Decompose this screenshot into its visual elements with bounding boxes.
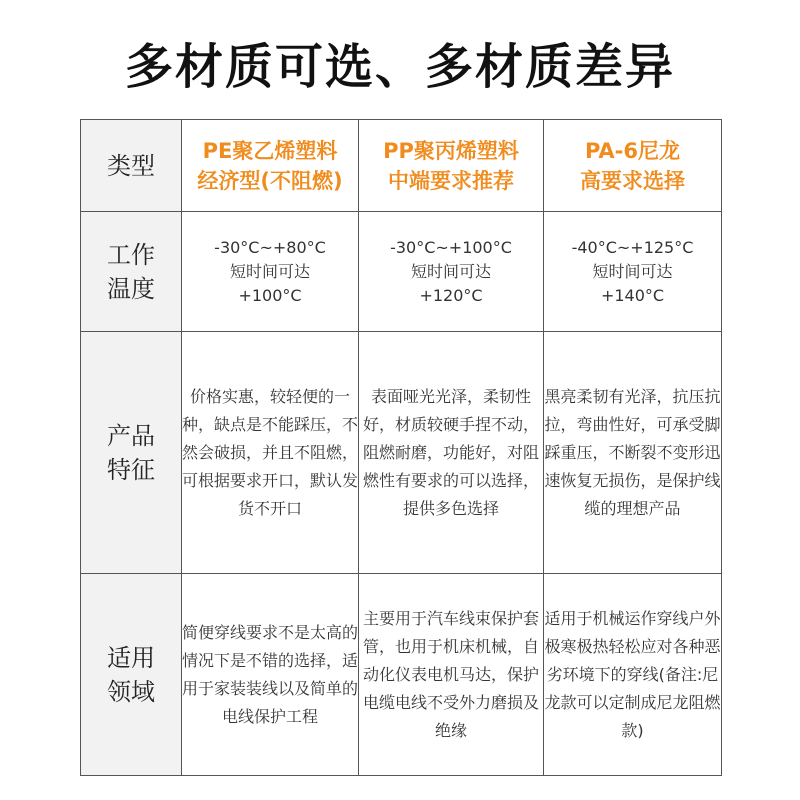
temperature-range: -40°C~+125°C [571, 237, 694, 257]
column-header-pp-tier: 中端要求推荐 [388, 168, 514, 193]
applications-cell-pe: 简便穿线要求不是太高的情况下是不错的选择，适用于家装装线以及简单的电线保护工程 [182, 574, 359, 776]
temperature-row [81, 212, 722, 332]
column-header-pp [359, 120, 544, 212]
material-comparison-table [80, 119, 722, 776]
features-row [81, 332, 722, 574]
row-header-temperature-line1: 工作 [107, 240, 155, 269]
table-header-row [81, 120, 722, 212]
temperature-range: -30°C~+100°C [390, 237, 512, 257]
row-header-temperature [81, 212, 182, 332]
row-header-temperature-line2: 温度 [107, 274, 155, 303]
features-cell-pe: 价格实惠，较轻便的一种，缺点是不能踩压，不然会破损，并且不阻燃，可根据要求开口，默认发货不开口 [182, 332, 359, 574]
row-header-applications-line1: 适用 [107, 643, 155, 672]
corner-label: 类型 [81, 120, 182, 212]
row-header-applications [81, 574, 182, 776]
column-header-pa6-name: PA-6尼龙 [584, 138, 681, 163]
temperature-peak: +120°C [419, 285, 483, 305]
row-header-features-line1: 产品 [107, 421, 155, 450]
temperature-range: -30°C~+80°C [214, 237, 326, 257]
column-header-pp-name: PP聚丙烯塑料 [383, 138, 519, 163]
features-cell-pa6: 黑亮柔韧有光泽，抗压抗拉，弯曲性好，可承受脚踩重压，不断裂不变形迅速恢复无损伤，是保护线缆的理想产品 [544, 332, 722, 574]
temperature-peak: +140°C [600, 285, 665, 305]
temperature-cell-pe [182, 212, 359, 332]
row-header-features [81, 332, 182, 574]
temperature-note: 短时间可达 [592, 261, 673, 281]
page-title: 多材质可选、多材质差异 [124, 39, 675, 95]
temperature-note: 短时间可达 [410, 261, 491, 281]
column-header-pe-name: PE聚乙烯塑料 [202, 138, 338, 163]
temperature-cell-pp [359, 212, 544, 332]
row-header-applications-line2: 领域 [107, 677, 155, 706]
applications-cell-pa6: 适用于机械运作穿线户外极寒极热轻松应对各种恶劣环境下的穿线(备注:尼龙款可以定制成尼龙阻燃款) [544, 574, 722, 776]
row-header-features-line2: 特征 [107, 455, 155, 484]
temperature-note: 短时间可达 [229, 261, 310, 281]
temperature-peak: +100°C [238, 285, 302, 305]
applications-cell-pp: 主要用于汽车线束保护套管，也用于机床机械，自动化仪表电机马达，保护电缆电线不受外力磨损及绝缘 [359, 574, 544, 776]
column-header-pe [182, 120, 359, 212]
temperature-cell-pa6 [544, 212, 722, 332]
applications-row [81, 574, 722, 776]
column-header-pe-tier: 经济型(不阻燃) [197, 168, 343, 193]
column-header-pa6 [544, 120, 722, 212]
column-header-pa6-tier: 高要求选择 [580, 168, 685, 193]
features-cell-pp: 表面哑光光泽，柔韧性好，材质较硬手捏不动，阻燃耐磨，功能好，对阻燃性有要求的可以选择，提供多色选择 [359, 332, 544, 574]
